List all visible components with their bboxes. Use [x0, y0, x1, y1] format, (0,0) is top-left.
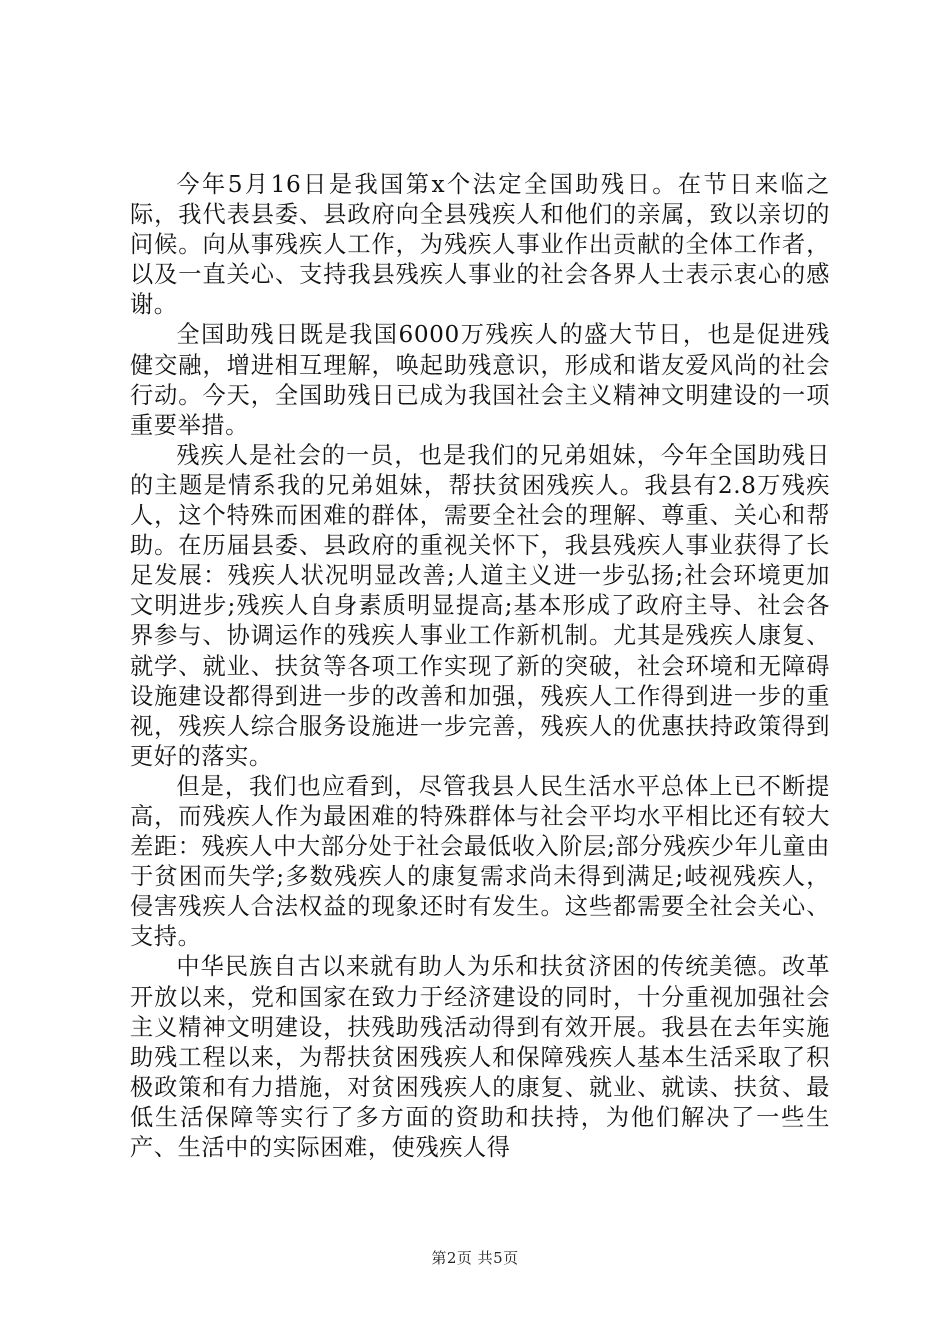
paragraph-3: 残疾人是社会的一员，也是我们的兄弟姐妹，今年全国助残日的主题是情系我的兄弟姐妹，帮扶贫困残疾人。我县有2.8万残疾人，这个特殊而困难的群体，需要全社会的理解、尊重、关心和帮助。在历届县委、县政府的重视关怀下，我县残疾人事业获得了长足发展：残疾人状况明显改善;人道主义进一步弘扬;社会环境更加文明进步;残疾人自身素质明显提高;基本形成了政府主导、社会各界参与、协调运作的残疾人事业工作新机制。尤其是残疾人康复、就学、就业、扶贫等各项工作实现了新的突破，社会环境和无障碍设施建设都得到进一步的改善和加强，残疾人工作得到进一步的重视，残疾人综合服务设施进一步完善，残疾人的优惠扶持政策得到更好的落实。	[130, 441, 830, 770]
paragraph-5: 中华民族自古以来就有助人为乐和扶贫济困的传统美德。改革开放以来，党和国家在致力于经济建设的同时，十分重视加强社会主义精神文明建设，扶残助残活动得到有效开展。我县在去年实施助残工程以来，为帮扶贫困残疾人和保障残疾人基本生活采取了积极政策和有力措施，对贫困残疾人的康复、就业、就读、扶贫、最低生活保障等实行了多方面的资助和扶持，为他们解决了一些生产、生活中的实际困难，使残疾人得	[130, 953, 830, 1161]
page-number-footer: 第2页 共5页	[431, 1249, 519, 1267]
body-text	[130, 170, 830, 1163]
paragraph-4: 但是，我们也应看到，尽管我县人民生活水平总体上已不断提高，而残疾人作为最困难的特殊群体与社会平均水平相比还有较大差距：残疾人中大部分处于社会最低收入阶层;部分残疾少年儿童由于贫困而失学;多数残疾人的康复需求尚未得到满足;岐视残疾人，侵害残疾人合法权益的现象还时有发生。这些都需要全社会关心、支持。	[130, 772, 830, 951]
paragraph-2: 全国助残日既是我国6000万残疾人的盛大节日，也是促进残健交融，增进相互理解，唤起助残意识，形成和谐友爱风尚的社会行动。今天，全国助残日已成为我国社会主义精神文明建设的一项重要举措。	[130, 321, 830, 439]
paragraph-1: 今年5月16日是我国第x个法定全国助残日。在节日来临之际，我代表县委、县政府向全县残疾人和他们的亲属，致以亲切的问候。向从事残疾人工作，为残疾人事业作出贡献的全体工作者，以及一直关心、支持我县残疾人事业的社会各界人士表示衷心的感谢。	[130, 171, 830, 319]
